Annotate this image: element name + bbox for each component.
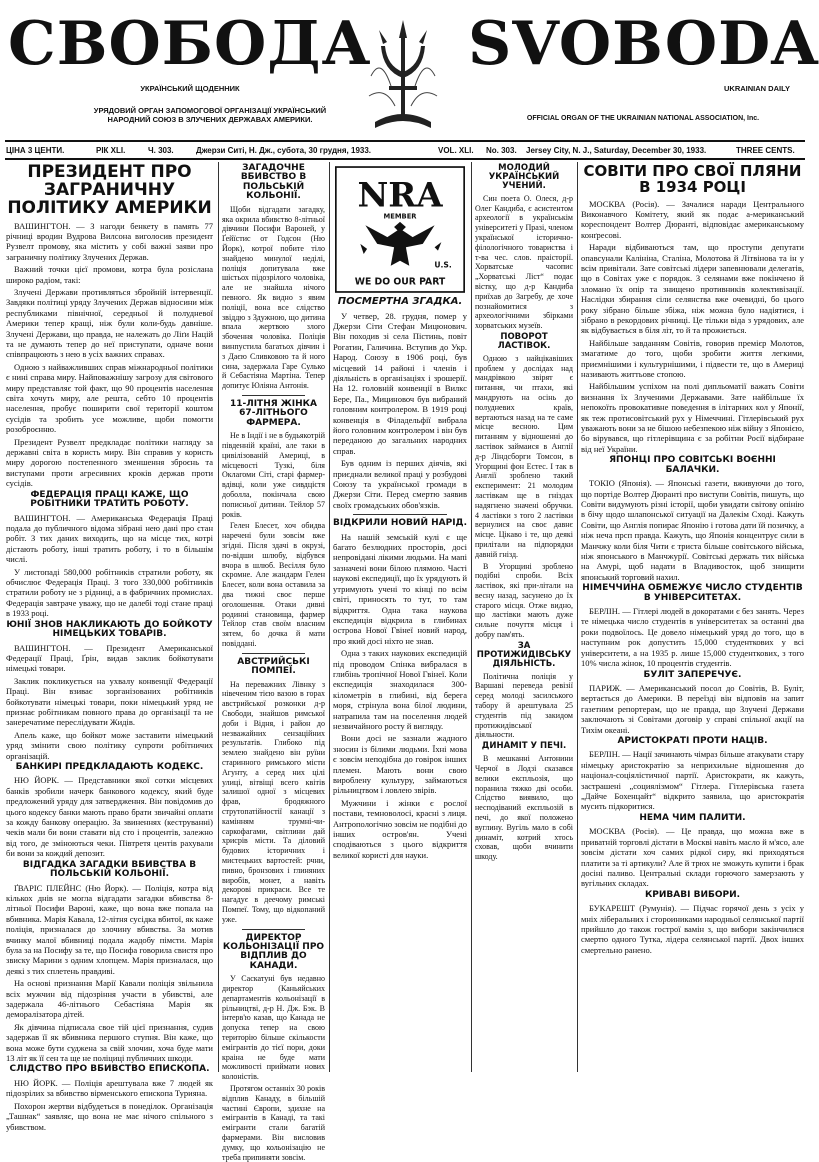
article-headline-foreign-policy: ПРЕЗИДЕНТ ПРО ЗАГРАНИЧНУ ПОЛІТИКУ АМЕРИКИ bbox=[7, 162, 212, 218]
article-paragraph: Не в Індії і не в будьякотрій південній країні, але таки в цивілізованій Америці, в місцевості Тузкі, біля Оклагоми Сіті, старі фармер-вдівці, коли уже сивдцістя доболла, покінчала свою пописньої дитини. Тейлор 57 років. bbox=[222, 431, 325, 519]
article-headline-japanese-press: ЯПОНЦІ ПРО СОВІТСЬКІ ВОЄННІ БАЛАЧКИ. bbox=[609, 455, 776, 475]
masthead-organ-english: OFFICIAL ORGAN OF THE UKRAINIAN NATIONAL ASSOCIATION, Inc. bbox=[526, 115, 760, 122]
article-paragraph: Мужчини і жінки є рослої постави, темноволосі, красні з лиця. Антропологічно зовсім не подібні до інших остров'ян. Учені сподіваються з цього відкриття великої користі для науки. bbox=[333, 797, 468, 860]
nra-eagle-emblem bbox=[335, 166, 465, 293]
column-rule-2b bbox=[471, 162, 472, 1072]
article-headline-canada-colonization: ДИРЕКТОР КОЛЬОНІЗАЦІЇ ПРО ВІДПЛИВ ДО КАНАДИ. bbox=[222, 932, 325, 971]
article-separator bbox=[242, 929, 305, 930]
column-4 bbox=[475, 162, 573, 1072]
article-headline-german-students: НІМЕЧЧИНА ОБМЕЖУЄ ЧИСЛО СТУДЕНТІВ В УНІВЕРСИТЕТАХ. bbox=[582, 583, 803, 603]
dateline-number-ukrainian: Ч. 303. bbox=[148, 146, 174, 155]
article-headline-austrian-pompeii: АВСТРИЙСЬКІ ПОМПЕЇ. bbox=[237, 656, 310, 677]
column-1 bbox=[6, 162, 213, 1132]
article-headline-boycott: ЮНІЇ ЗНОВ НАКЛИКАЮТЬ ДО БОЙКОТУ НІМЕЦЬКИХ ТОВАРІВ. bbox=[6, 619, 213, 640]
article-paragraph: На переважних Лівнку з нівеченим тією вазою в горах австрийської розконки д-р Свободи, знайшов римської доби і Відня, і район до незважайних сензаційних результатів. Глибоко під землею знайдено він руїни старинного римського місти Агунту, а серед них цілі улиці, вітвіщі всего квітів залишої одної з місцевих фрав, бродяжного струтопатійностії канації з камінням трумні-чи-саркофагами, світлини дай хрисрів місти. Та діловий будових історичних і мистецьких вартостей: рчни, пивно, бронзових і глиняних виробів, монет, а навіть декорові прикраси. Все те нагадує в деечому римські Помпеї. Тому, що відкопаний уже. bbox=[222, 679, 325, 924]
article-separator bbox=[353, 514, 447, 515]
masthead-divider bbox=[5, 140, 805, 142]
article-paragraph: Як дівчина підписала свое тій цієї признання, судив задержав її як вбивника першого ступня. Він каже, що вона може бути суджена за свій злочин, хоча буде мати 13 літ як її сен та ще не поліциці публичних шкоди. bbox=[6, 1021, 213, 1064]
article-paragraph: ВАШИНГТОН. — Американська Федерація Праці подала до публичного відома зібрані нею дані про стан робіт. З тих даних виходить, що на місце тих, котрі дістають роботу, інші тратить роботу, і то в більшім числі. bbox=[6, 512, 213, 565]
masthead-title-english: SVOBODA bbox=[468, 9, 819, 79]
article-paragraph: Важний точки цієї промови, котра була розіслана широко радіом, такі: bbox=[6, 264, 213, 285]
dateline-volume-english: VOL. XLI. bbox=[438, 146, 474, 155]
article-paragraph: Політична поліція у Варшаві переведа ревізії серед молоді засилського табору й арештувала 25 студентів під закидом протижидівської діяльности. bbox=[475, 671, 573, 740]
masthead-subtitle-english: UKRAINIAN DAILY bbox=[724, 84, 790, 93]
column-3 bbox=[333, 162, 467, 1072]
article-paragraph: НЮ ЙОРК. — Поліція арештувала вже 7 людей як підозрілих за вбивство вірменського епископа Турияна. bbox=[6, 1077, 213, 1099]
dateline-number-english: No. 303. bbox=[486, 146, 517, 155]
article-paragraph: ТОКІО (Японія). — Японські газети, вживуючи до того, що портіде Волтер Дюранті про виступи Совітів, пишуть, що Совіти видумують різні історії, щоби увидати світову опінію в бічу щодо шлапонської ситуації на Далекім Сході. Кажуть Совіти, що Англія попирає Японію і готова дати їй позичку, а ніж неча прсп правда. Кажуть, що Японія концентрує сили в Манчжу коли біля Чити є триста більше совітського війська, ніж японського в Манчжурії. Совітські держать тих війська на Амурі, щоб надати в Владивосток, щоб знищити японський торговий нахил. bbox=[581, 478, 804, 582]
article-paragraph: Президент Рузвелт предкладає політики нагляду за державні світа в користь миру. Він справив у користь миру дорогою постепенного зменшення зброєнь та виступами проти агресивних кроків держав проти сусідів. bbox=[6, 436, 213, 489]
article-paragraph: ПАРИЖ. — Американський посол до Совітів, В. Буліт, вертається до Америки. В переїзді він відповів на запит газетним репортерам, що не правда, що Злучені Держави заключають зі Совітами договір у справі спільної акції на Тихім океані. bbox=[581, 682, 804, 735]
dateline-place-date-ukrainian: Джерзи Ситі, Н. Дж., субота, 30 грудня, 1933. bbox=[196, 146, 372, 155]
dateline-price-english: THREE CENTS. bbox=[736, 146, 795, 155]
article-paragraph: ВАШИНГТОН. — З нагоди бенкету в память 77 річниці вродин Вудрова Вилсона виголосив президент Рузвелт промову, яка містить у собі важні заяви про заграничну політику Злучених Держав. bbox=[6, 220, 213, 262]
article-headline-new-people: ВІДКРИЛИ НОВИЙ НАРІД. bbox=[333, 518, 467, 529]
article-headline-bankers-code: БАНКИРІ ПРЕДКЛАДАЮТЬ КОДЕКС. bbox=[15, 761, 204, 772]
article-paragraph: Одною з найважливших справ міжнародньої політики є нині справа миру. Найповажнішу загрозу для світового миру представляє той факт, що 90 процентів населення світа хочуть миру, але решта, себто 10 процентів населення, пробує поширити свої території коштом сусідів та зробить усе можливе, щоби помогти розоброєнню. bbox=[6, 361, 213, 435]
article-paragraph: Син поета О. Олеся, д-р Олег Кандиба, є асистентом археології в українськім університеті у Празі, членом української історично-філологічного товариства і т-ва чес. слов. праісторії. Хорватське часопис „Хорватські Ліст“ подає вістку, що д-р Кандиба приїхав до Загребу, де хоче познайомитися з археологічними збірками хорватських музеїв. bbox=[475, 193, 573, 331]
article-headline-swallows: ПОВОРОТ ЛАСТІВОК. bbox=[497, 331, 551, 351]
article-paragraph: Щоби відгадати загадку, яка окрила вбивство 8-літньої дівчини Посифи Вароней, у Ґейїстис от Годсон (Ню Йорк), котрої побите тіло знайдено минулої неділі, поліція допитувала вже шістьох підозрілого чоловіка, але не знайшла нічого певного. Як видно з явим поліції, вона все слідство звіддю з Здужною, що дитина впала жертвою злого збочення чоловіка. Поліція винпустила багатьох дівчин і з Даєю Сливковою та й ного сина, задержала Гаре Сулько й Себастіяна Мартіна. Тепер допитує Юліяна Антонія. bbox=[222, 204, 325, 391]
article-paragraph: Злучені Держави противляться збройній інтервенції. Завдяки політиці уряду Злучених Держав відносини між республиками північної, середньої й полудневої Америки тепер кращі, ніж були коли-будь давніше. Злучені Держави, що правда, не належать до Ліґи Націй та не думають тепер до неї приступати, одначе вони співпрацюють з нею в усіх важних справах. bbox=[6, 286, 213, 360]
article-headline-bishop-murder: СЛІДСТВО ПРО ВБИВСТВО ЕПИСКОПА. bbox=[9, 1064, 210, 1075]
article-headline-obituary: ПОСМЕРТНА ЗГАДКА. bbox=[337, 296, 463, 307]
article-paragraph: На нашій земській кулі є ще багато безлюдних просторів, досі непровідані лікими людьми. На мапі зазначені вони білою плямою. Часті наукові експедиції, що їх урядують й утримують учені то кінці по всім світі, приносять то тут, то там відкриття. Одна така наукова експедиція відкрила в глибинах острова Нової Гвінеї новий народ, про який досі ніхто не знав. bbox=[333, 531, 467, 646]
column-rule-1 bbox=[218, 162, 219, 1072]
dateline-price-ukrainian: ЦІНА 3 ЦЕНТИ. bbox=[6, 146, 65, 155]
article-headline-anti-jewish: ЗА ПРОТИЖИДІВСЬКУ ДІЯЛЬНІСТЬ. bbox=[476, 640, 572, 669]
article-paragraph: Одна з таких наукових експедицій під проводом Спінка вибралася в глибінь тропічної Нової Гвінеї. Коли експедиція знаходилася 300-кілометрів в глибині, від берега моря, стрінула вона білої людини, натрапила там на поселення людей незвичайного росту й вигляду. bbox=[333, 648, 467, 731]
article-paragraph: У листопаді 580,000 робітників стратили роботу, як обчислює Федерація Праці. З того 330,000 робітників стратили роботу не з рідниці, а в фабричних промислах. Федерація завтраче уважу, що не далебі тоді стане праці в 1933 році. bbox=[6, 566, 213, 619]
article-paragraph: На основі признання Марії Кавали поліція звільнила всіх мужчин від підозріння участи в убивстві, але задержала 46-літнього Себастіяна Марія як деморалізатора дітей. bbox=[6, 978, 213, 1020]
article-separator bbox=[242, 653, 305, 654]
masthead-title-ukrainian: СВОБОДА bbox=[8, 9, 372, 79]
article-paragraph: БЕРЛІН. — Нації зачинають чімраз більше атакувати стару німецьку аристократію за неприхильне відношення до націонал-соціялістичної партії. Аристократи, як кажуть, застрашені „социялізмом“ Гітлера. Гітлерівська газета „Дайче Бохенцайт“ відкрито заявила, що аристократія мусить підкоритися. bbox=[581, 749, 804, 812]
article-paragraph: Похорон жертви відбудеться в понеділок. Органiзація „Ташнак“ заявляє, що вона не має нічого спільного з убивством. bbox=[6, 1100, 213, 1132]
nra-letters: NRA bbox=[357, 174, 443, 215]
article-headline-labor-federation: ФЕДЕРАЦІЯ ПРАЦІ КАЖЕ, ЩО РОБІТНИКИ ТРАТИТЬ РОБОТУ. bbox=[30, 489, 189, 510]
article-separator bbox=[242, 395, 305, 396]
column-5 bbox=[581, 162, 804, 1072]
article-paragraph: Заклик покликується на ухвалу конвенції Федерації Праці. Він взиває зорганізованих робітників бойкотувати німецькі товари, поки німецький уряд не признає робітникам повного права до організації та не занеречатиме переслідувати Жидів. bbox=[6, 675, 213, 728]
article-headline-child-wife: 11-ЛІТНЯ ЖІНКА 67-ЛІТНЬОГО ФАРМЕРА. bbox=[229, 398, 318, 428]
article-paragraph: ВАШИНГТОН. — Президент Американської Федерації Праці, Ґрін, видав заклик бойкотувати німецькі товари. bbox=[6, 642, 213, 674]
article-paragraph: Був одним із перших діячів, які приєднали великої праці у розбудовi Союзу та української громади в Джерзи Сiти. Перед смертю заявив своїх громадських обов'язків. bbox=[333, 458, 467, 510]
article-headline-aristocrats: АРИСТОКРАТІ ПРОТИ НАЦІВ. bbox=[617, 735, 768, 746]
article-paragraph: В Угорщині зроблено подібні спроби. Всіх ластівок, які при-літали на весну назад, засунено до їх старого місця. Отже видно, що ластівки мають дуже сильне почуття місця і добру пам'ять. bbox=[475, 561, 573, 640]
article-headline-bloody-elections: КРИВАВІ ВИБОРИ. bbox=[644, 889, 741, 900]
article-paragraph: Наради відбиваються там, що проступи депутати опавсунали Калініна, Сталіна, Молотова й Літвінова та ін у всім привітали. Зате совітські лідери запевнювали делегатів, що в Совітах уже є порядок. З селянами вже покінчено й зломано їх опір та знищено противників колективізації. Наслідки збирання сіли селянства вже очевидні, бо цього року зібрано більше збіжа, ніж можна було надіятися, і зібрано в рекордових річниці. Це тільки віда з урядових, але як відбувається в біля літ, то й та прожиється. bbox=[581, 242, 804, 336]
nra-motto: WE DO OUR PART bbox=[354, 276, 446, 288]
article-paragraph: МОСКВА (Росія). — Це правда, що можна вже в приватній торговлі дістати в Москві навіть масло й м'ясо, але зовсім дістати хоч самих рідкої сиру, які приходяться платити за ті артикули? Але й трюх не зможуть купити і брак досіні паливо. Центральні склади горючого замерзають у вугільних складах. bbox=[581, 826, 804, 889]
column-rule-2 bbox=[329, 162, 330, 1072]
article-paragraph: МОСКВА (Росія). — Зачалися наради Центрального Виконавчого Комітету, який як подає а-мериканський кореспондент Волтер Дюранті, відповідає американському конґресові. bbox=[581, 198, 804, 240]
nra-us-label: U.S. bbox=[434, 260, 452, 270]
article-paragraph: ҐВАРІС ПЛЕЙНС (Ню Йорк). — Поліція, котра від кількох днів не могла відгадати загадки вбивства 8-літньої Посифи Вароні, каже, що вона вже попала на вбивника. Марія Кавала, 12-літня сусідка вбитої, як каже поліція, призналася до злочину вбивства. За мотив вчинку малої вбивниці подала жадобу пімсти. Марія була за на Посифу за те, що Посифа говорила свистя про звиску Марини з одним хлопцем. Марія призналася, що деякі з тих сплетень правдиві. bbox=[6, 882, 213, 976]
article-paragraph: Апель каже, що бойкот може заставити німецький уряд змінити свою політику супроти робітничих організацій. bbox=[6, 729, 213, 761]
article-paragraph: НЮ ЙОРК. — Представники якої сотки місцевих банків зробили начерк банкового кодексу, який буде предложений уряду для затвердження. Він повідомив до цього кодексу банки мають право брати звичайні оплати за кожду банкову операцію. За звиненнях (кеструванні) чеків мали би вони ставати від сто і процентів, залежно від того, де зміноються чеки. Півтретя центів рахували би вони за кождий депозит. bbox=[6, 775, 213, 859]
column-rule-3 bbox=[577, 162, 578, 1072]
article-paragraph: Найбільшим успіхом на полі дипльоматії важать Совіти визнання їх Злученими Державами. Зате найбільше їх непокоїть провокативне поведення в ілітарних кол у Японії, як теж протисовітський рух у Німеччині. Гітлерівський рух уважають вони за не бішою небезпекою ніж війну з Японією, бо вірувався, що гітлерівщина є за робітни Росії відбиране від неї України. bbox=[581, 381, 804, 454]
dateline-divider bbox=[5, 158, 805, 160]
article-headline-murder-mystery: ВІДГАДКА ЗАГАДКИ ВБИВСТВА В ПОЛЬСЬКІЙ КОЛЬОНІЇ. bbox=[22, 859, 197, 880]
article-headline-polish-colony: ЗАГАДОЧНЕ ВБИВСТВО В ПОЛЬСЬКІЙ КОЛЬОНІЇ. bbox=[240, 163, 307, 202]
article-paragraph: У Саскатунi був недавно директор (Каньяйських департаментів кольонізації в рільництві, д-р Н. Дж. Бэк. В інтерв'ю казав, що Канада не допуска тепер на свою територію більше скількости емігрантів до тієї пори, доки краіна не буде мати можливості приймати нових колоністів. bbox=[222, 974, 325, 1082]
column-2 bbox=[222, 162, 325, 1162]
article-headline-bullitt: БУЛІТ ЗАПЕРЕЧУЄ. bbox=[643, 669, 742, 680]
dateline-place-date-english: Jersey City, N. J., Saturday, December 30, 1933. bbox=[526, 146, 707, 155]
article-headline-no-fuel: НЕМА ЧИМ ПАЛИТИ. bbox=[639, 812, 746, 823]
masthead-trident-emblem bbox=[361, 16, 445, 136]
article-headline-dynamite: ДИНАМІТ У ПЕЧІ. bbox=[481, 741, 567, 752]
dateline-year-ukrainian: РІК XLI. bbox=[96, 146, 126, 155]
masthead-subtitle-ukrainian: УКРАЇНСЬКИЙ ЩОДЕННИК bbox=[140, 84, 240, 93]
article-paragraph: Гелен Блесет, хоч обидва наречені були зовсім вже згідні. Після здачі в окрузі, по-відши шлюбу, відбувся вчора в шлюб. Весілля було скромне. Але жандарм Гелен Блесет, коли вона оставила за два тижні своє перше оголошення. Отаки дивні родинні становища, фармер Тейлор став своїм власним зятем, бо дочка й мати повіддані. bbox=[222, 521, 325, 648]
article-paragraph: У четвер, 28. грудня, помер у Джерзи Сіти Стефан Мицюнович. Він походив зі села Пістинь, повіт Рогатин, Галичина. Вступив до Укр. Народ. Союзу в 1906 році, був місцевий 14 районі і членів і діяльність в організаціях і зрошерії. На 12. головній конвенції в Вилкс Бере, Па., Мициновоч був вибраний головним контролером. В 1919 році конвенція в Філадельфії вибрала його головним контролером і він був переданою до загальних народних справ. bbox=[333, 310, 467, 456]
article-headline-soviet-plans: СОВІТИ ПРО СВОЇ ПЛЯНИ В 1934 РОЦІ bbox=[583, 162, 802, 196]
article-paragraph: Одною з найцікавіших проблем у дослідах над мандрівкою звірят є питання, чи птахи, які мандрують на осінь до полудневих країв, вертаються назад на те саме місце весною. Цим питанням у відношенні до ластівок займаися в Англії д-р Ліндсборги Томсон, в Угорщині фон Естес. І так в Англії зроблено такий експеримент: 21 молодим ластівкам ще в гніздах надягнено значені обручки. 4 ластівки з того 2 ластівки вернулися на своє давнє місце. Цікаво і те, що деякі прилітали на підпорядки давній гнізд. bbox=[475, 353, 573, 559]
article-paragraph: Протягом останніх 30 років відплив Канаду, в більшій частині Європи, здихне на емігрантів в Канаді, та такі емігранти стали багатій фармерами. Він висловив думку, що кольонізацію не треба припиняти зовсім. bbox=[222, 1084, 325, 1162]
nra-member-label: MEMBER bbox=[383, 212, 417, 221]
masthead-organ-ukrainian: УРЯДОВИЙ ОРГАН ЗАПОМОГОВОЇ ОРГАНІЗАЦІЇ УКРАЇНСЬКИЙ НАРОДНИЙ СОЮЗ В ЗЛУЧЕНИХ ДЕРЖАВАХ АМЕРИКИ. bbox=[93, 106, 327, 124]
article-headline-young-scholar: МОЛОДИЙ УКРАЇНСЬКИЙ УЧЕНИЙ. bbox=[488, 163, 560, 191]
article-paragraph: В мешканні Антонини Черчої в Лодзі сказався велики експльозія, що поранила тяжко дві особи. Слідство виявило, що несподіваний експльозій в печі, до якої положено вуглину. Вугіль мало в собі динаміт, котрий хтось сховав, щоби вчинити шкоду. bbox=[475, 754, 573, 862]
article-paragraph: БУКАРЕШТ (Румунія). — Підчас горячої день з усіх у мніх ліберальних і стороиниками народньої селянської партії прийшло до також гострої вамін з, що вибори закінчилися смертю одного Тутка, лідера селянської партії. Двох інших смертельно ранено. bbox=[581, 903, 804, 955]
article-paragraph: БЕРЛІН. — Гітлері людей в докоратами є без занять. Через те німецька число студентів в університетах за останні два роки подвоїлось. Це довело німецький уряд до того, що в наступним рок допустить 15,000 студенткових у всі університети, а на 1935 р. лише 15,000 студенткових, з того 10% числа жінок, 10 процентів студентів. bbox=[581, 606, 804, 669]
article-paragraph: Найбільше завданням Совітів, говорив премієр Молотов, змагатиме до того, щоби зробити життя легкими, приємнішими і культурнішими, і підвести те, що в Америці називають життьове стопою. bbox=[581, 337, 804, 379]
article-paragraph: Вони досі не зазнали жадного зносин із білими людьми. Їхні мова є зовсім неподібна до говірок інших племен. Мають вони свою вироблену культуру, займаються рільництвом і ловлею звірів. bbox=[333, 733, 467, 796]
